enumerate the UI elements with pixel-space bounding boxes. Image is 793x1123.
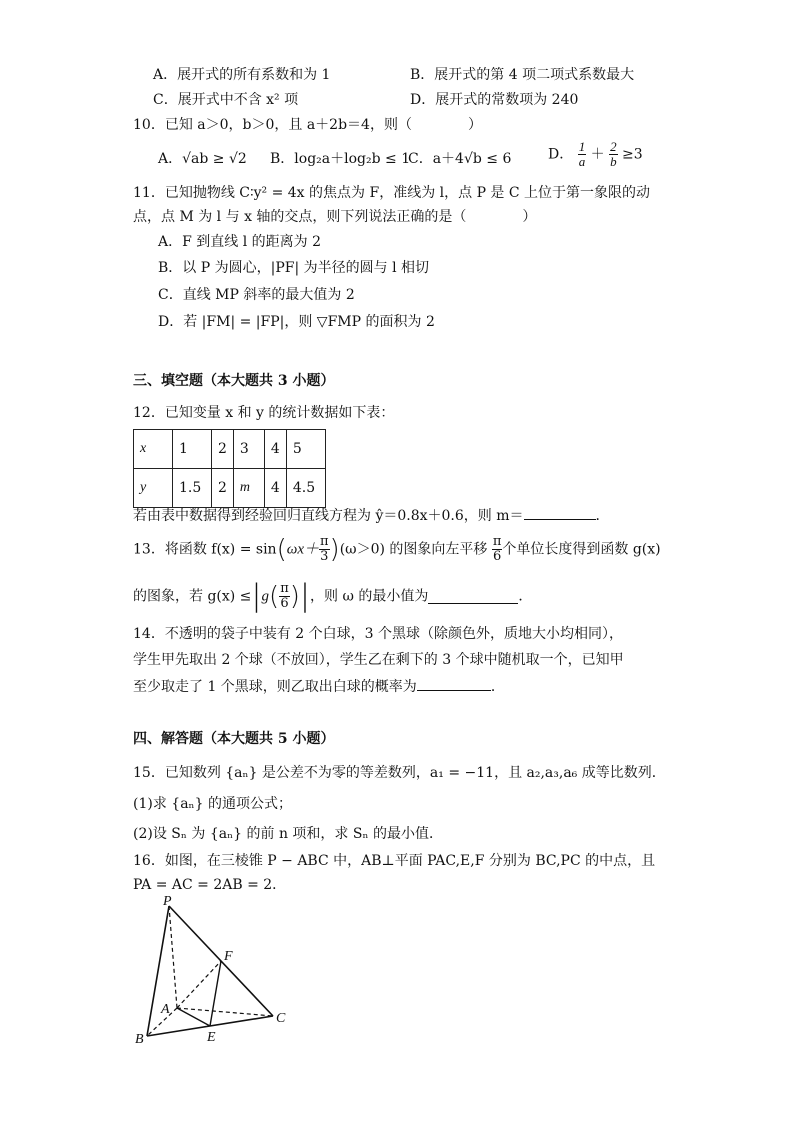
q12-tail: ． [595, 508, 610, 524]
q14-line2: 学生甲先取出 2 个球（不放回），学生乙在剩下的 3 个球中随机取一个，已知甲 [133, 652, 624, 668]
table-cell: 1.5 [173, 469, 212, 508]
q13-abs-left: | [251, 578, 262, 614]
q13-left-paren: ( [276, 534, 287, 565]
label-b: B [135, 1032, 144, 1047]
q14-answer-blank [417, 676, 491, 691]
q13-pi-den6: 6 [492, 549, 502, 564]
table-cell: x [134, 430, 173, 469]
q10-option-c: C．a＋4√b ≤ 6 [408, 151, 512, 167]
q12-answer-blank [524, 505, 596, 520]
section-heading-solutions: 四、解答题（本大题共 5 小题） [133, 731, 335, 747]
table-row [134, 469, 326, 508]
q12-data-table [133, 429, 326, 508]
label-c: C [276, 1011, 286, 1026]
q12-regression-line [133, 505, 610, 525]
q10-option-a: A．√ab ≥ √2 [158, 151, 247, 167]
edge-pa-hidden [169, 906, 177, 1008]
table-cell: 2 [212, 430, 234, 469]
q9-option-a: A．展开式的所有系数和为 1 [153, 67, 331, 83]
q10-d-frac2 [609, 140, 618, 169]
q16-line2: PA = AC = 2AB = 2． [133, 877, 287, 893]
q13-pi-over-6 [492, 535, 503, 564]
q11-option-b: B．以 P 为圆心，|PF| 为半径的圆与 l 相切 [158, 260, 430, 276]
q13-right-paren: ) [329, 534, 340, 565]
table-cell: 1 [173, 430, 212, 469]
q10-d-num2: 2 [610, 139, 617, 154]
q10-d-frac1 [578, 140, 587, 169]
q13-abs-right: | [299, 578, 310, 614]
q15-part2: (2)设 Sₙ 为 {aₙ} 的前 n 项和，求 Sₙ 的最小值． [133, 826, 443, 842]
q10-d-den1: a [578, 154, 586, 169]
q10-d-num1: 1 [578, 139, 586, 154]
q13-answer-blank [428, 589, 518, 604]
q10-d-tail: ≥3 [622, 146, 643, 163]
q13-g-paren-right: ) [289, 581, 300, 612]
q13-line2 [133, 578, 533, 614]
q16-pyramid-figure [125, 893, 300, 1048]
q14-line1: 14．不透明的袋子中装有 2 个白球，3 个黑球（除颜色外，质地大小均相同）， [133, 626, 623, 642]
q10-option-b: B．log₂a＋log₂b ≤ 1 [270, 151, 411, 167]
table-cell: 4.5 [286, 469, 325, 508]
q10-option-d [548, 140, 643, 169]
table-cell: 5 [286, 430, 325, 469]
table-cell: y [134, 469, 173, 508]
q13-pi-den6-b: 6 [280, 596, 289, 611]
q12-line-text: 若由表中数据得到经验回归直线方程为 ŷ＝0.8x＋0.6，则 m＝ [133, 508, 524, 524]
q13-pi-num: π [319, 534, 329, 549]
edge-ac-hidden [177, 1008, 273, 1016]
q15-part1: (1)求 {aₙ} 的通项公式； [133, 796, 292, 812]
q13-pi-num-2: π [492, 534, 502, 549]
q11-option-d: D．若 |FM| = |FP|，则 ▽FMP 的面积为 2 [158, 314, 435, 330]
q11-option-a: A．F 到直线 l 的距离为 2 [158, 234, 322, 250]
q15-stem: 15．已知数列 {aₙ} 是公差不为零的等差数列，a₁ = −11，且 a₂,a₃,a₆ 成等比数列． [133, 765, 666, 781]
table-cell: 4 [264, 430, 286, 469]
label-f: F [224, 949, 233, 964]
q13-g-paren-left: ( [269, 581, 280, 612]
q9-option-d: D．展开式的常数项为 240 [410, 92, 579, 108]
q10-d-prefix: D． [548, 146, 574, 163]
q13-pi-num-3: π [280, 581, 289, 596]
q11-stem-line2: 点，点 M 为 l 与 x 轴的交点，则下列说法正确的是（ ） [133, 209, 537, 225]
q9-option-b: B．展开式的第 4 项二项式系数最大 [410, 67, 635, 83]
q16-line1: 16．如图，在三棱锥 P − ABC 中，AB⊥平面 PAC,E,F 分别为 BC,PC 的中点，且 [133, 853, 656, 869]
q13-part3: 个单位长度得到函数 g(x) [502, 541, 661, 558]
table-cell: 2 [212, 469, 234, 508]
q10-d-plus: ＋ [590, 146, 605, 163]
q13-inner: ωx＋ [286, 541, 319, 558]
table-cell: m [233, 469, 264, 508]
table-cell: 4 [264, 469, 286, 508]
q13-line2-b: ，则 ω 的最小值为 [310, 588, 429, 605]
q11-stem-line1: 11．已知抛物线 C∶y² = 4x 的焦点为 F，准线为 l，点 P 是 C 上位于第一象限的动 [133, 185, 651, 201]
q10-d-den2: b [610, 154, 617, 169]
table-cell: 3 [233, 430, 264, 469]
q14-tail: ． [490, 679, 505, 695]
q13-pi-den3: 3 [320, 549, 329, 564]
label-e: E [207, 1030, 216, 1045]
q13-pi-over-6-b [279, 582, 290, 611]
label-a: A [161, 1002, 170, 1017]
q13-line1 [133, 535, 661, 564]
q12-stem: 12．已知变量 x 和 y 的统计数据如下表： [133, 405, 395, 421]
q9-option-c: C．展开式中不含 x² 项 [153, 92, 299, 108]
q13-part2: (ω＞0) 的图象向左平移 [339, 541, 488, 558]
q13-line2-a: 的图象，若 g(x) ≤ [133, 588, 252, 605]
q14-line3 [133, 676, 505, 696]
q13-pi-over-3 [319, 535, 330, 564]
q14-line3-text: 至少取走了 1 个黑球，则乙取出白球的概率为 [133, 679, 417, 695]
q13-g: g [261, 588, 270, 605]
section-heading-fill-in: 三、填空题（本大题共 3 小题） [133, 373, 335, 389]
q13-tail: ． [518, 588, 533, 605]
table-row [134, 430, 326, 469]
q13-part1: 13．将函数 f(x) = sin [133, 541, 277, 558]
q10-stem: 10．已知 a＞0，b＞0，且 a＋2b＝4，则（ ） [133, 117, 482, 133]
q11-option-c: C．直线 MP 斜率的最大值为 2 [158, 287, 355, 303]
label-p: P [163, 894, 172, 909]
